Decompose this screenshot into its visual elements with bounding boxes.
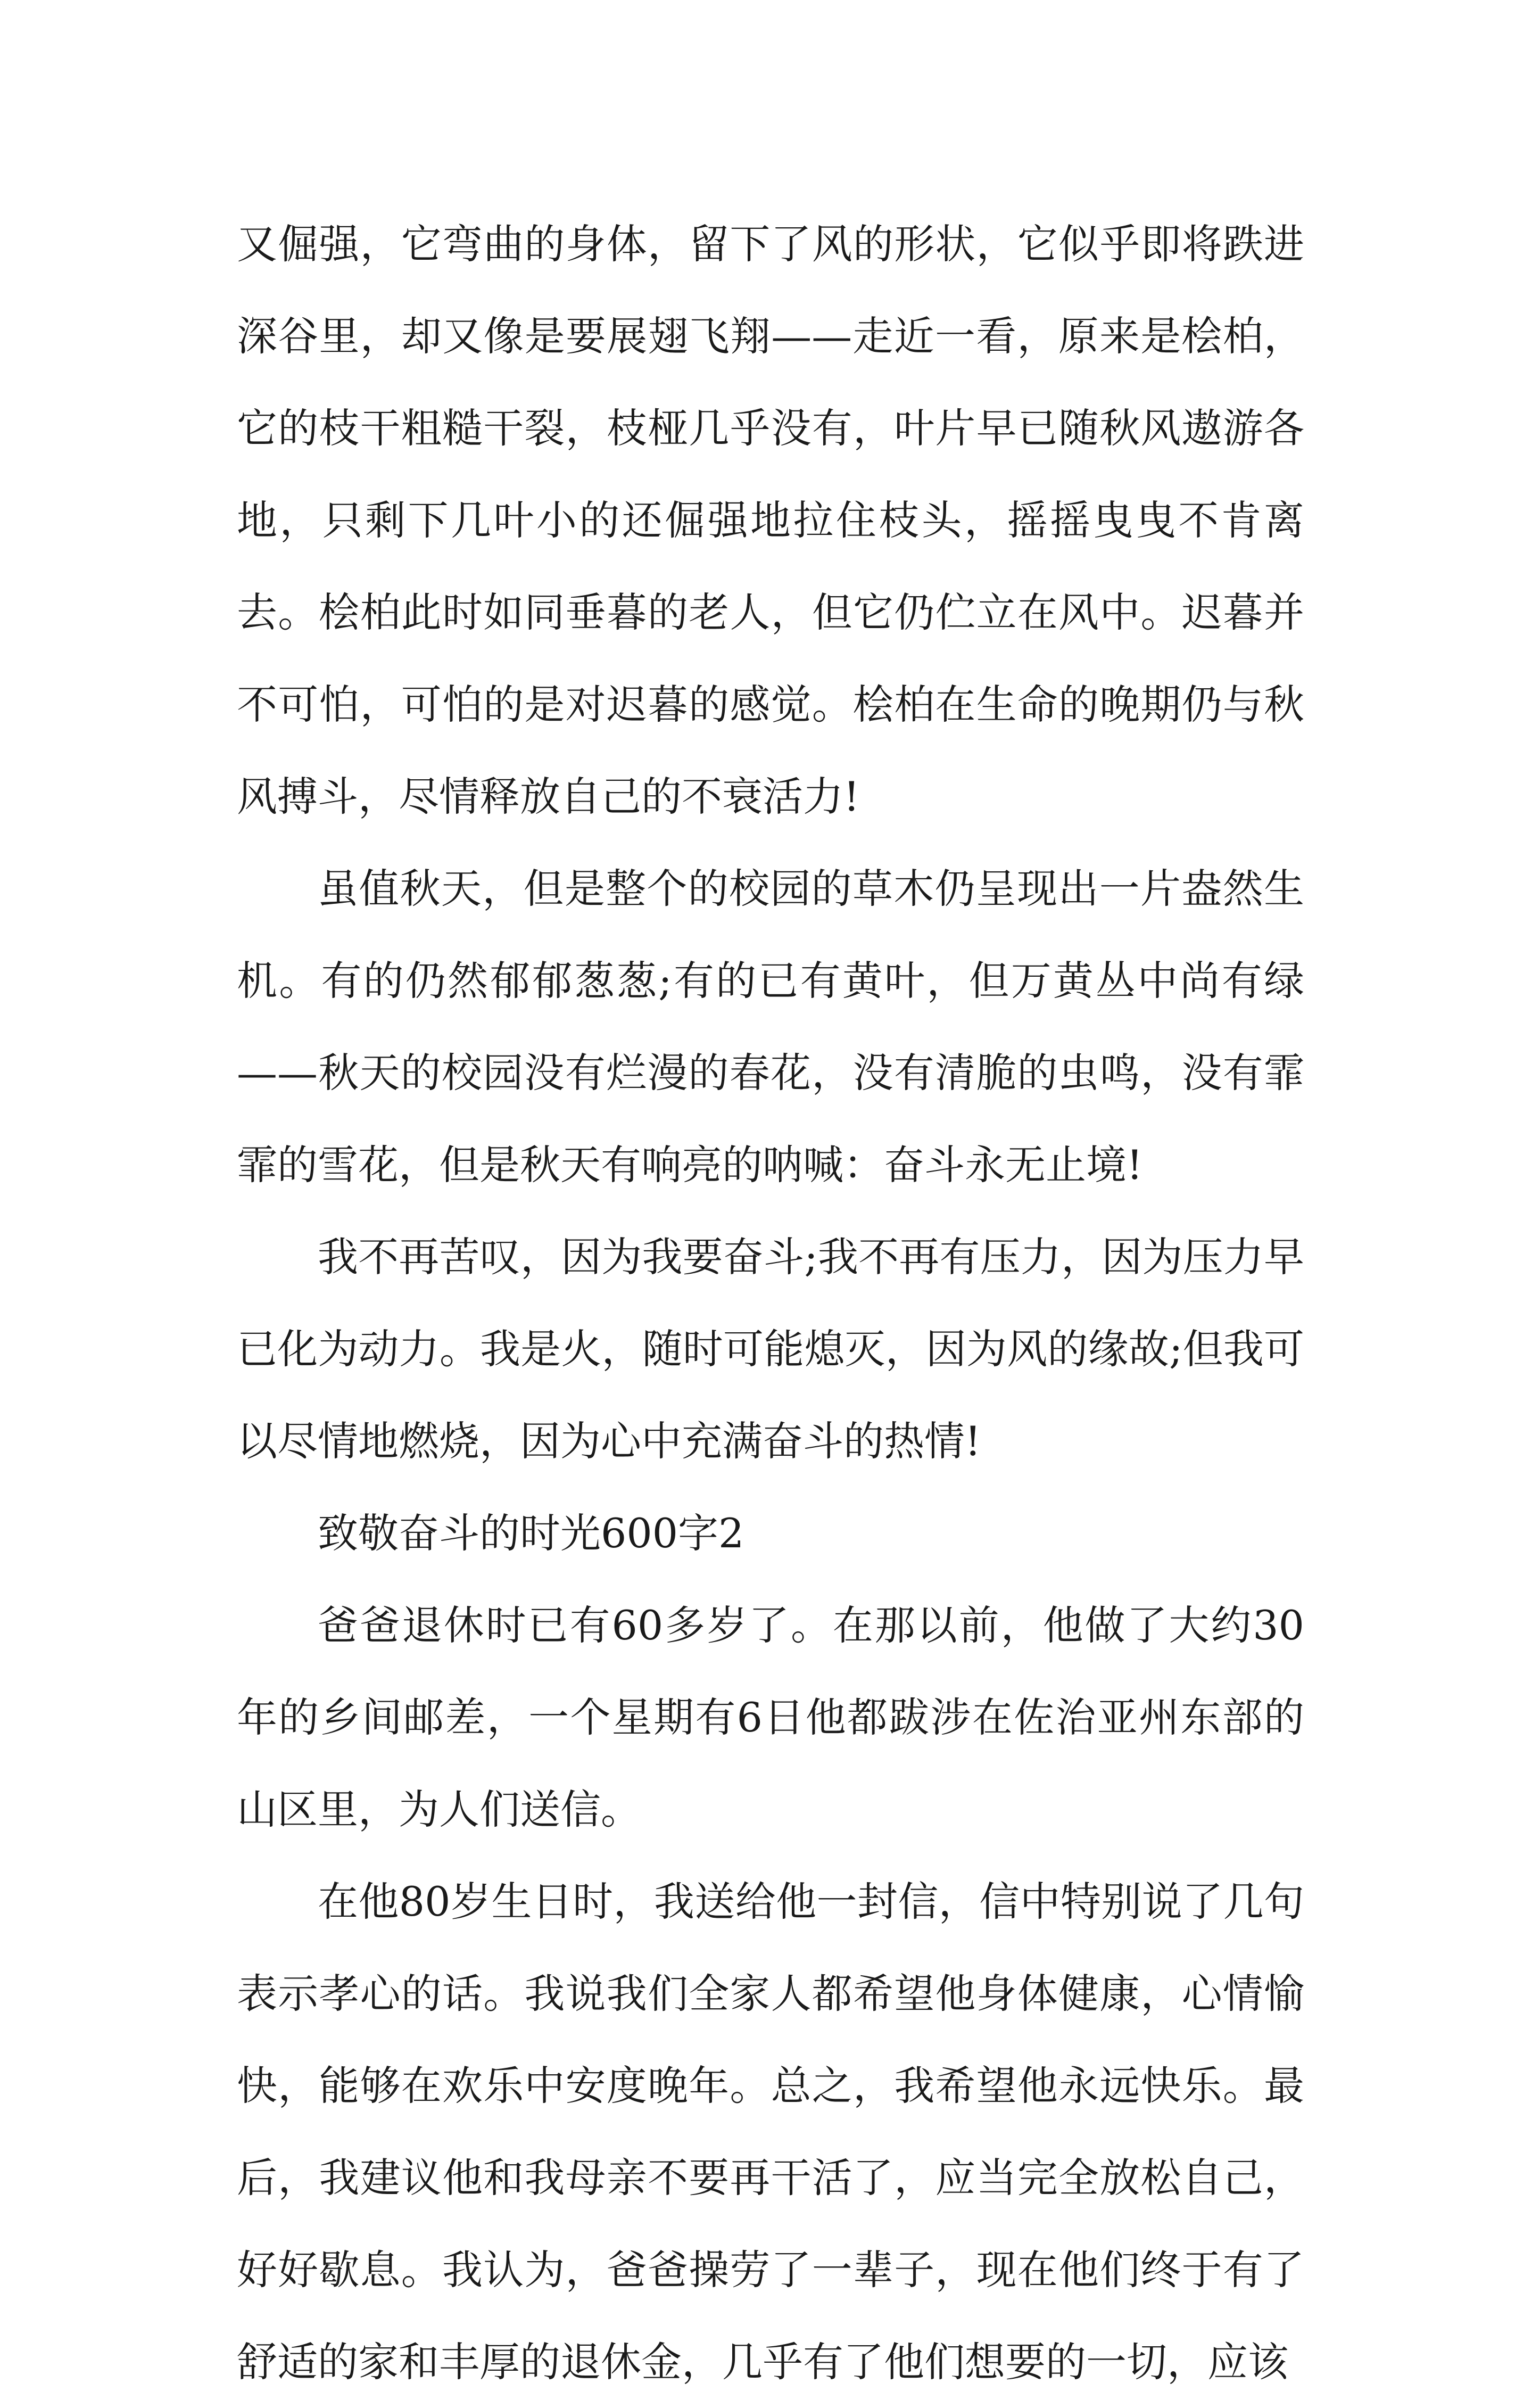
paragraph: 虽值秋天，但是整个的校园的草木仍呈现出一片盎然生机。有的仍然郁郁葱葱;有的已有黄叶，但万黄丛中尚有绿——秋天的校园没有烂漫的春花，没有清脆的虫鸣，没有霏霏的雪花，但是秋天有响亮的呐喊：奋斗永无止境! (237, 865, 1304, 1189)
paragraph: 我不再苦叹，因为我要奋斗;我不再有压力，因为压力早已化为动力。我是火，随时可能熄灭，因为风的缘故;但我可以尽情地燃烧，因为心中充满奋斗的热情! (237, 1233, 1304, 1465)
paragraph: 又倔强，它弯曲的身体，留下了风的形状，它似乎即将跌进深谷里，却又像是要展翅飞翔——走近一看，原来是桧柏，它的枝干粗糙干裂，枝桠几乎没有，叶片早已随秋风遨游各地，只剩下几叶小的还倔强地拉住枝头，摇摇曳曳不肯离去。桧柏此时如同垂暮的老人，但它仍伫立在风中。迟暮并不可怕，可怕的是对迟暮的感觉。桧柏在生命的晚期仍与秋风搏斗，尽情释放自己的不衰活力! (237, 220, 1304, 820)
body-text (237, 198, 1304, 2408)
paragraph: 在他80岁生日时，我送给他一封信，信中特别说了几句表示孝心的话。我说我们全家人都希望他身体健康，心情愉快，能够在欢乐中安度晚年。总之，我希望他永远快乐。最后，我建议他和我母亲不要再干活了，应当完全放松自己，好好歇息。我认为，爸爸操劳了一辈子，现在他们终于有了舒适的家和丰厚的退休金，几乎有了他们想要的一切，应该 (237, 1878, 1304, 2386)
section-heading: 致敬奋斗的时光600字2 (318, 1510, 744, 1557)
paragraph: 爸爸退休时已有60多岁了。在那以前，他做了大约30年的乡间邮差，一个星期有6日他都跋涉在佐治亚州东部的山区里，为人们送信。 (237, 1602, 1304, 1833)
